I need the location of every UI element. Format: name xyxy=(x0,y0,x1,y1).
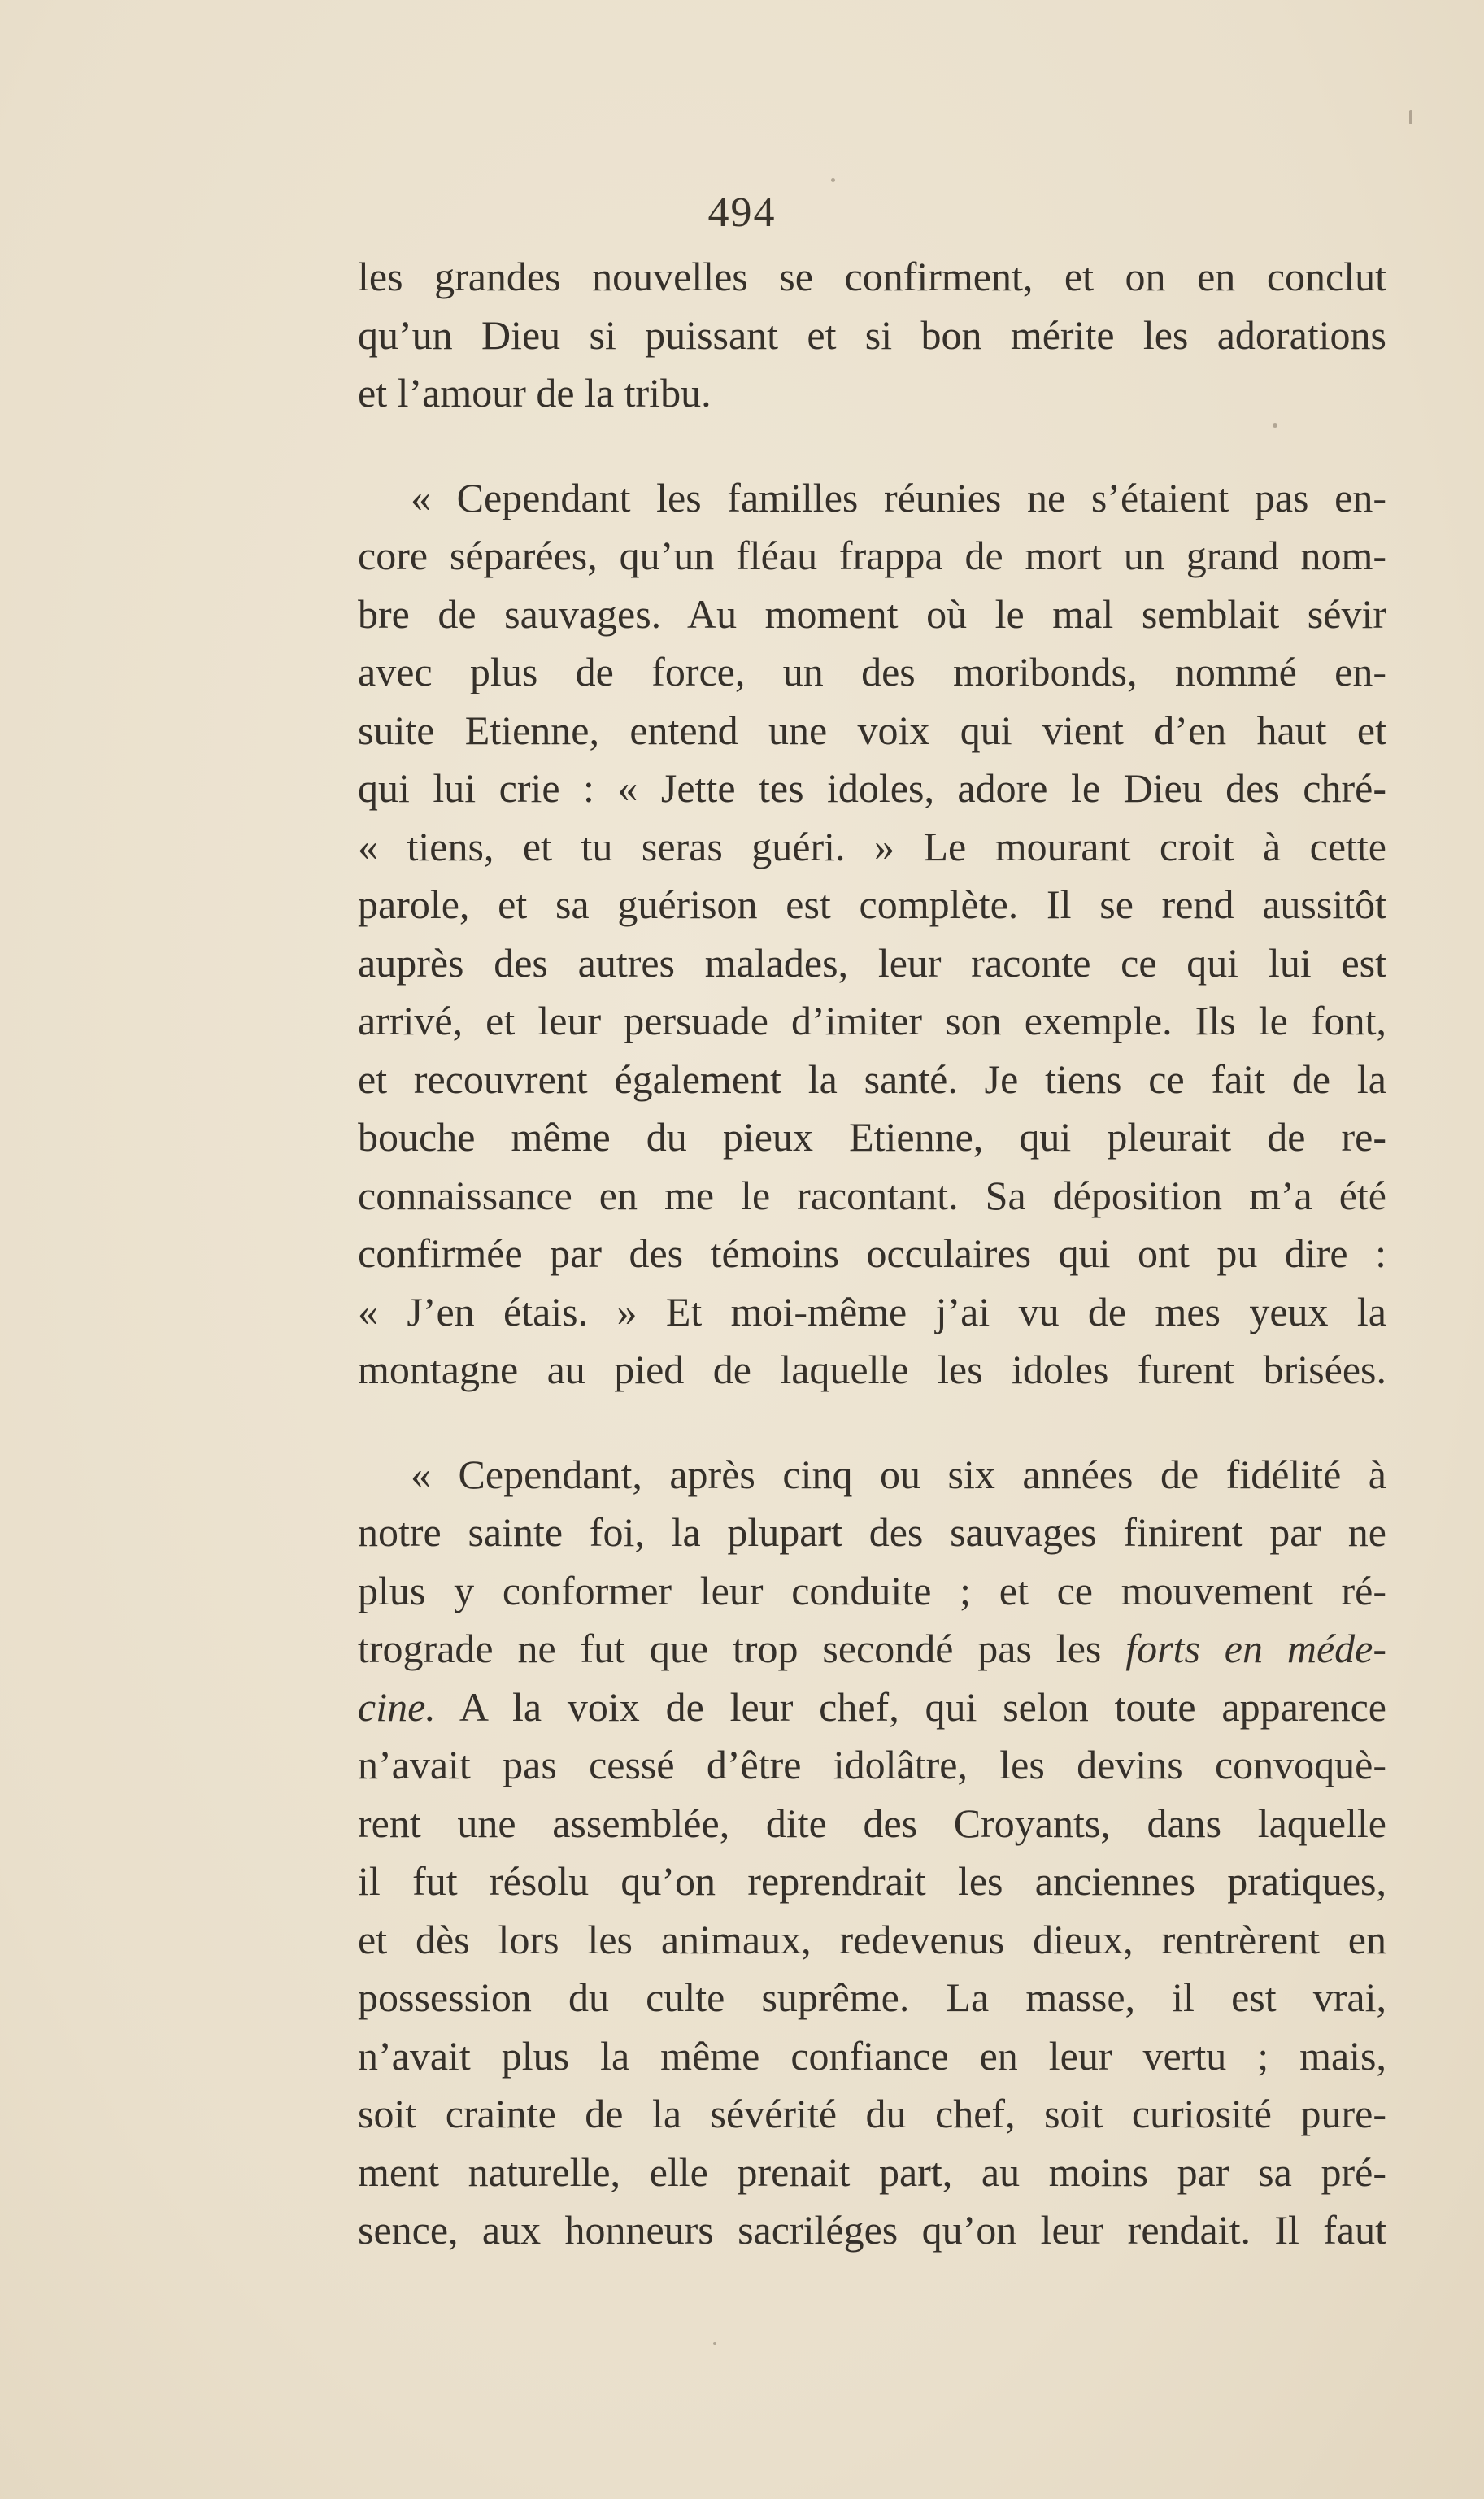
text-line: ment naturelle, elle prenait part, au moins par sa pré- xyxy=(358,2149,1386,2195)
text-line: rent une assemblée, dite des Croyants, dans laquelle xyxy=(358,1800,1386,1846)
text-line: plus y conformer leur conduite ; et ce mouvement ré- xyxy=(358,1567,1386,1613)
text-line: possession du culte suprême. La masse, il est vrai, xyxy=(358,1974,1386,2020)
page-number: 494 xyxy=(707,189,777,236)
text-line: arrivé, et leur persuade d’imiter son exemple. Ils le font, xyxy=(358,998,1386,1043)
text-line: n’avait pas cessé d’être idolâtre, les devins convoquè- xyxy=(358,1742,1386,1787)
paper-speck xyxy=(1409,110,1412,124)
text-line: « tiens, et tu seras guéri. » Le mourant croit à cette xyxy=(358,823,1386,869)
text-line: « J’en étais. » Et moi-même j’ai vu de mes yeux la xyxy=(358,1288,1386,1334)
text-line: soit crainte de la sévérité du chef, soit curiosité pure- xyxy=(358,2091,1386,2136)
text-line: bre de sauvages. Au moment où le mal semblait sévir xyxy=(358,590,1386,637)
text-line: qu’un Dieu si puissant et si bon mérite les adorations xyxy=(358,311,1386,358)
text-line: confirmée par des témoins occulaires qui ont pu dire : xyxy=(358,1230,1386,1276)
text-segment: A la voix de leur chef, qui selon toute apparence xyxy=(435,1683,1386,1730)
text-line: connaissance en me le racontant. Sa déposition m’a été xyxy=(358,1172,1386,1218)
text-line: il fut résolu qu’on reprendrait les anciennes pratiques, xyxy=(358,1858,1386,1904)
text-line: core séparées, qu’un fléau frappa de mort un grand nom- xyxy=(358,533,1386,578)
text-line: n’avait plus la même confiance en leur vertu ; mais, xyxy=(358,2032,1386,2079)
text-line: et l’amour de la tribu. xyxy=(358,370,712,416)
text-line-with-italic xyxy=(358,1620,1386,1678)
text-line: parole, et sa guérison est complète. Il se rend aussitôt xyxy=(358,882,1386,927)
text-line: les grandes nouvelles se confirment, et on en conclut xyxy=(358,254,1386,299)
text-line: suite Etienne, entend une voix qui vient d’en haut et xyxy=(358,707,1386,753)
text-line: et dès lors les animaux, redevenus dieux, rentrèrent en xyxy=(358,1916,1386,1962)
italic-phrase: forts en méde- xyxy=(1125,1626,1386,1671)
text-line-with-italic xyxy=(358,1678,1386,1737)
paper-speck xyxy=(831,178,835,182)
text-line: bouche même du pieux Etienne, qui pleurait de re- xyxy=(358,1114,1386,1160)
italic-phrase: cine. xyxy=(358,1683,436,1730)
text-line: « Cependant, après cinq ou six années de fidélité à xyxy=(411,1451,1386,1497)
text-line: « Cependant les familles réunies ne s’étaient pas en- xyxy=(411,474,1386,520)
text-line: sence, aux honneurs sacriléges qu’on leur rendait. Il faut xyxy=(358,2207,1386,2253)
text-segment: trograde ne fut que trop secondé pas les xyxy=(358,1626,1126,1671)
body-text xyxy=(358,248,1386,2260)
text-line: avec plus de force, un des moribonds, nommé en- xyxy=(358,649,1386,694)
paragraph-3 xyxy=(358,1446,1386,2260)
text-line: et recouvrent également la santé. Je tiens ce fait de la xyxy=(358,1056,1386,1102)
paper-speck xyxy=(1273,423,1277,428)
paragraph-1 xyxy=(358,248,1386,423)
text-line: qui lui crie : « Jette tes idoles, adore le Dieu des chré- xyxy=(358,765,1386,811)
text-line: auprès des autres malades, leur raconte ce qui lui est xyxy=(358,939,1386,986)
paragraph-2 xyxy=(358,469,1386,1400)
text-line: notre sainte foi, la plupart des sauvages finirent par ne xyxy=(358,1509,1386,1555)
paper-speck xyxy=(713,2342,716,2345)
text-line: montagne au pied de laquelle les idoles furent brisées. xyxy=(358,1347,1386,1392)
